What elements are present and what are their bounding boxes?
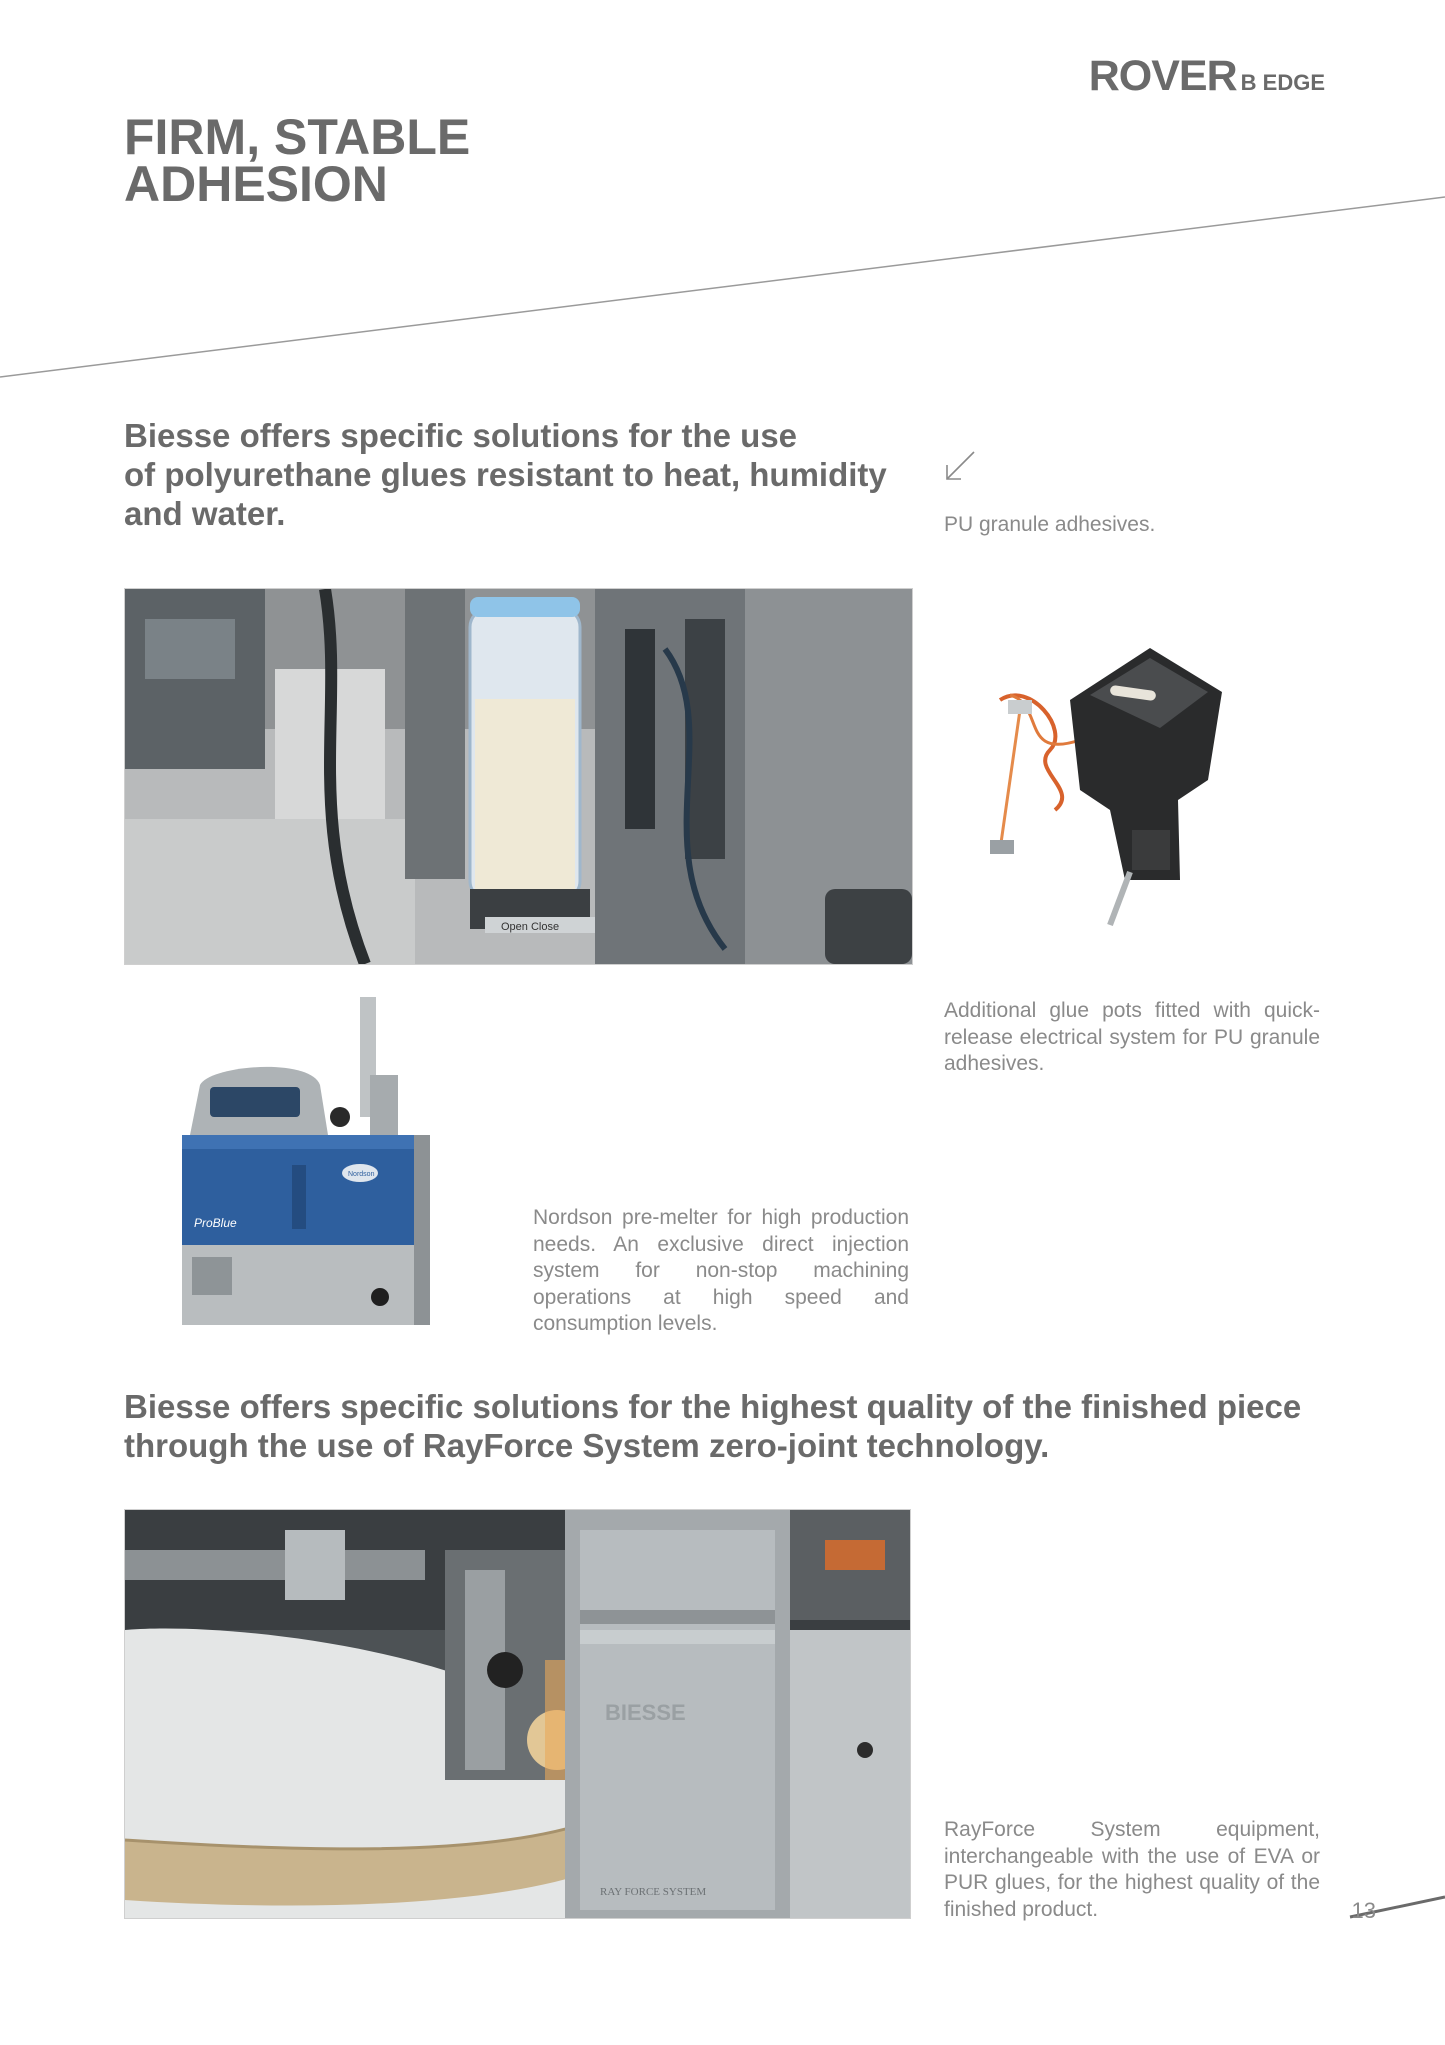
open-close-label: Open Close [501, 921, 560, 933]
brand-main: ROVER [1088, 52, 1237, 100]
page-title [124, 109, 724, 212]
page-title-line2: ADHESION [124, 156, 388, 212]
premelter-logo: ProBlue [194, 1216, 237, 1230]
caption-rayforce: RayForce System equipment, interchangeable with the use of EVA or PUR glues, for the highest quality of the finished product. [944, 1818, 1320, 1921]
biesse-emboss: BIESSE [605, 1700, 686, 1725]
section1-lead-line1: Biesse offers specific solutions for the use [124, 417, 798, 454]
page-title-line1: FIRM, STABLE [124, 109, 471, 165]
premelter-illustration [170, 995, 460, 1335]
photo-nordson-premelter [170, 995, 460, 1335]
glue-pot-illustration [960, 640, 1260, 940]
section2-lead-line2: through the use of RayForce System zero-joint technology. [124, 1427, 1050, 1464]
arrow-down-left-icon [942, 448, 978, 484]
page-number: 13 [1351, 1898, 1376, 1923]
brand-sub: B EDGE [1240, 70, 1325, 95]
rayforce-plate: RAY FORCE SYSTEM [600, 1886, 707, 1898]
section2-lead [124, 1387, 1324, 1465]
caption-nordson-premelter: Nordson pre-melter for high production needs. An exclusive direct injection system for non-stop machining operations at high speed and consumption levels. [533, 1206, 909, 1335]
rayforce-illustration [125, 1510, 910, 1918]
section1-lead-line3: and water. [124, 495, 286, 532]
photo-glue-hopper [124, 588, 913, 965]
photo-rayforce-system [124, 1509, 911, 1919]
section1-lead [124, 416, 904, 533]
caption-pu-granules: PU granule adhesives. [944, 513, 1156, 536]
nordson-badge: Nordson [348, 1171, 375, 1178]
caption-glue-pots: Additional glue pots fitted with quick-release electrical system for PU granule adhesives. [944, 999, 1320, 1075]
brand-header [1089, 52, 1325, 101]
section2-lead-line1: Biesse offers specific solutions for the highest quality of the finished piece [124, 1388, 1302, 1425]
photo-glue-pot [960, 640, 1260, 940]
glue-hopper-illustration [125, 589, 912, 964]
section1-lead-line2: of polyurethane glues resistant to heat, humidity [124, 456, 887, 493]
